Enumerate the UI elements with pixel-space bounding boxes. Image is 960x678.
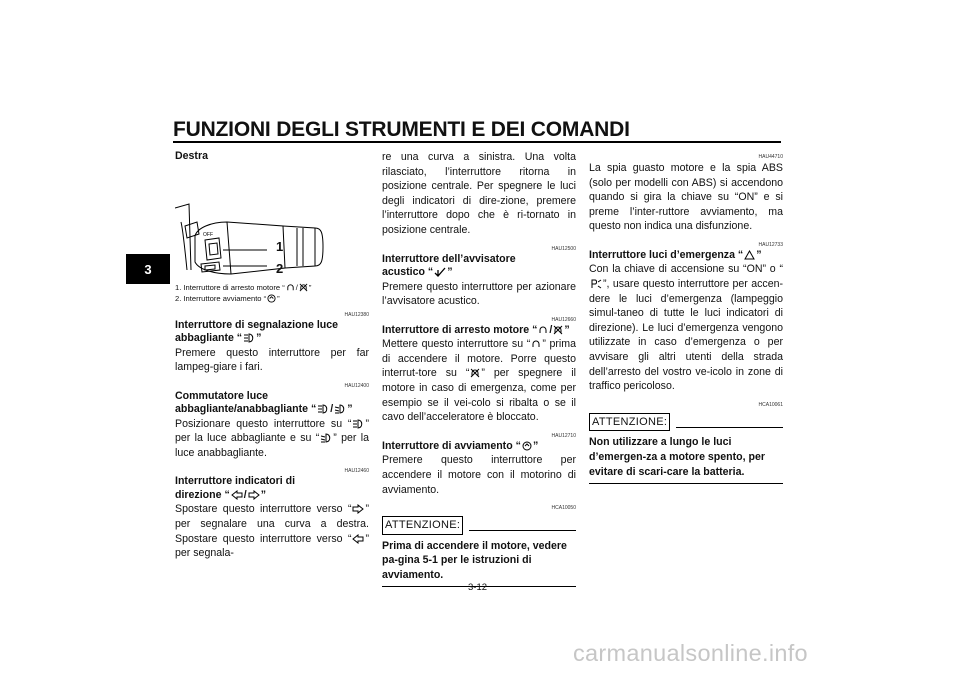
hazard-icon (744, 250, 755, 260)
chapter-tab: 3 (126, 254, 170, 284)
low-beam-icon (334, 404, 346, 414)
turn-left-icon (352, 534, 364, 544)
turn-signal-text: Spostare questo interruttore verso “ ” per segnalare una curva a destra. Spostare questo interruttore verso “ ” per segnala- (175, 503, 369, 560)
turn-signal-heading-2: direzione “ / ” (175, 488, 266, 501)
engine-stop-heading: Interruttore di arresto motore “ / ” (382, 323, 570, 336)
engine-stop-icon (470, 368, 480, 378)
start-switch-text: Premere questo interruttore per accendere il motore con il motorino di avviamento. (382, 454, 576, 496)
dimmer-switch-heading: Commutatore luce (175, 389, 269, 402)
warning-light-text: La spia guasto motore e la spia ABS (solo per modelli con ABS) si accendono quando si gira la chiave su “ON” e si preme l’inter-ruttore avviamento, ma questo non indica una disfunzione. (589, 162, 783, 233)
title-rule (173, 141, 781, 143)
page-number: 3-12 (468, 582, 488, 593)
pass-switch-heading-2: abbagliante “ ” (175, 332, 262, 344)
low-beam-icon (320, 433, 332, 443)
page-title: FUNZIONI DEGLI STRUMENTI E DEI COMANDI (173, 118, 630, 141)
section-code: HAU12460 (344, 468, 369, 475)
attention-label: ATTENZIONE: (589, 413, 670, 432)
attention-box (382, 516, 576, 535)
horn-icon (434, 267, 446, 277)
engine-stop-icon (553, 325, 563, 335)
section-code: HCA10050 (551, 505, 576, 512)
section-code: HAU12500 (551, 245, 576, 252)
right-handlebar-switch-drawing (175, 170, 369, 278)
horn-switch-heading-2: acustico “ ” (382, 266, 453, 279)
section-code: HAU44710 (758, 154, 783, 160)
svg-text:OFF: OFF (203, 231, 213, 238)
section-code: HAU12733 (758, 241, 783, 248)
turn-left-icon (231, 490, 243, 500)
start-switch-heading: Interruttore di avviamento “ ” (382, 439, 539, 452)
callout-2: 2 (276, 260, 284, 276)
turn-right-icon (352, 504, 364, 514)
horn-switch-text: Premere questo interruttore per azionare l’avvisatore acustico. (382, 280, 576, 308)
pass-switch-heading: Interruttore di segnalazione luce (175, 318, 339, 331)
section-heading-destra: Destra (175, 150, 208, 162)
start-icon (522, 441, 532, 451)
start-icon (267, 294, 276, 303)
dimmer-switch-text: Posizionare questo interruttore su “ ” per la luce abbagliante e su “ ” per la luce anabbagliante. (175, 417, 369, 459)
section-code: HAU12400 (344, 382, 369, 389)
hazard-switch-heading: Interruttore luci d’emergenza “ ” (589, 248, 762, 261)
section-code: HAU12380 (344, 311, 369, 318)
turn-signal-heading: Interruttore indicatori di (175, 475, 296, 488)
parking-icon (590, 279, 602, 289)
section-code: HAU12710 (551, 432, 576, 439)
engine-run-icon (531, 339, 541, 349)
attention-text: Prima di accendere il motore, vedere pa-gina 5-1 per le istruzioni di avviamento. (382, 539, 576, 588)
dimmer-switch-heading-2: abbagliante/anabbagliante “ / ” (175, 403, 353, 416)
pass-switch-text: Premere questo interruttore per far lampeg-giare i fari. (175, 346, 369, 374)
engine-stop-icon (299, 283, 308, 292)
attention-text: Non utilizzare a lungo le luci d’emergen-za a motore spento, per evitare di scari-care la batteria. (589, 435, 783, 484)
high-beam-icon (352, 419, 364, 429)
engine-run-icon (538, 325, 548, 335)
column-3 (589, 150, 783, 484)
attention-box (589, 413, 783, 432)
engine-stop-text: Mettere questo interruttore su “ ” prima di accendere il motore. Porre questo interrut-tore su “ ” per spegnere il motore in caso di emergenza, come per esempio se il vei-colo si ribalta o se il cavo dell’acceleratore è bloccato. (382, 338, 576, 424)
engine-run-icon (286, 283, 295, 292)
column-1 (175, 150, 369, 561)
section-code: HCA10061 (758, 401, 783, 408)
watermark: carmanualsonline.info (573, 640, 808, 666)
caption-1: 1. Interruttore di arresto motore “ / ” (175, 282, 312, 292)
callout-1: 1 (276, 238, 284, 254)
horn-switch-heading: Interruttore dell’avvisatore (382, 252, 516, 265)
handlebar-illustration (175, 170, 369, 278)
high-beam-icon (317, 404, 329, 414)
column-2 (382, 150, 576, 587)
turn-signal-text-cont: re una curva a sinistra. Una volta rilasciato, l’interruttore ritorna in posizione centrale. Per spegnere le luci degli indicatori di dire-zione, premere l’interruttore dopo che è ri-tornato in posizione centrale. (382, 151, 576, 236)
hazard-switch-text: Con la chiave di accensione su “ON” o “”, usare questo interruttore per accen-dere le luci d’emergenza (lampeggio simul-taneo di tutte le luci indicatori di direzione). Le luci d’emergenza vengono utilizzate in caso d’emergenza o per avvisare gli altri utenti della strada dell’arresto del vostro ve-icolo in zone di traffico pericoloso. (589, 263, 783, 393)
section-code: HAU12660 (551, 316, 576, 323)
attention-label: ATTENZIONE: (382, 516, 463, 535)
high-beam-icon (243, 333, 255, 343)
turn-right-icon (248, 490, 260, 500)
caption-2: 2. Interruttore avviamento “ ” (175, 293, 280, 303)
